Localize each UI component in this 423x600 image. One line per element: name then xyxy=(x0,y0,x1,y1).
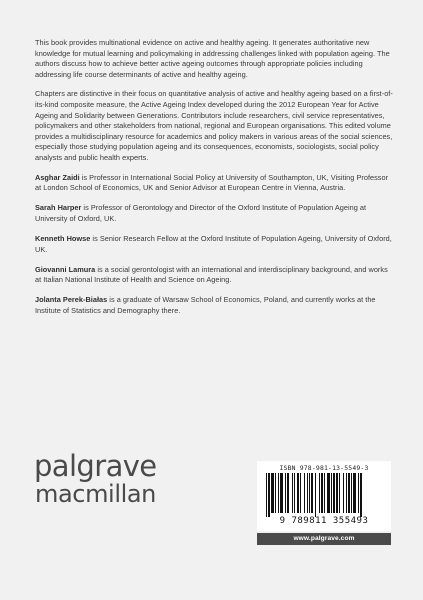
bio-name: Sarah Harper xyxy=(35,203,82,213)
bio-name: Jolanta Perek-Białas xyxy=(35,295,108,305)
barcode-bar xyxy=(331,473,332,513)
publisher-logo-line2: macmillan xyxy=(35,480,156,508)
bio-perek-bialas xyxy=(35,295,393,316)
barcode-bar xyxy=(280,473,283,513)
barcode-bar xyxy=(304,473,305,513)
bio-text: is a graduate of Warsaw School of Economics, Poland, and currently works at the Institute of Statistics and Demography there. xyxy=(35,295,376,315)
barcode-bar xyxy=(360,473,362,517)
bio-name: Giovanni Lamura xyxy=(35,264,96,274)
barcode-bar xyxy=(275,473,276,513)
barcode-bar xyxy=(358,473,359,513)
barcode-digits: 9 789811 355493 xyxy=(279,516,369,526)
barcode-bar xyxy=(297,473,299,513)
barcode-bar xyxy=(285,473,286,513)
back-cover-text xyxy=(35,38,393,326)
barcode-bar xyxy=(309,473,310,513)
blurb-paragraph-2: Chapters are distinctive in their focus on quantitative analysis of active and healthy ageing based on a first-of-its-kind composite measure, the Active Ageing Index developed during the 2012 European Year for Active Ageing and Solidarity between Generations. Contributors include researchers, civil service representatives, policymakers and other stakeholders from national, regional and European organisations. This edited volume provides a multidisciplinary resource for academics and policy makers in various areas of the social sciences, especially those studying population ageing and its consequences, economists, sociologists, social policy analysts and public health experts. xyxy=(35,89,393,162)
bio-zaidi xyxy=(35,173,393,194)
barcode-image xyxy=(266,473,382,517)
barcode-bar xyxy=(319,473,320,513)
barcode-bar xyxy=(336,473,338,513)
bio-text: is Professor in International Social Policy at University of Southampton, UK, Visiting Professor at London School of Economics, UK and Senior Advisor at European Centre in Vienna, Austria. xyxy=(35,172,389,193)
barcode-bar xyxy=(348,473,350,513)
barcode-bar xyxy=(271,473,274,513)
barcode-bar xyxy=(353,473,356,513)
bio-text: is a social gerontologist with an international and interdisciplinary background, and works at Italian National Institute of Health and Science on Ageing. xyxy=(35,264,388,285)
barcode-bar xyxy=(315,473,316,517)
barcode-bar xyxy=(266,473,267,517)
barcode-bar xyxy=(268,473,270,517)
barcode-bar xyxy=(339,473,340,513)
publisher-url: www.palgrave.com xyxy=(257,533,391,545)
barcode-bar xyxy=(307,473,308,513)
barcode-bar xyxy=(300,473,301,513)
barcode-bar xyxy=(351,473,352,513)
barcode-bar xyxy=(333,473,335,513)
isbn-label: ISBN 978-981-13-5549-3 xyxy=(279,464,369,472)
bio-lamura xyxy=(35,265,393,286)
bio-text: is Professor of Gerontology and Director of the Oxford Institute of Population Ageing at University of Oxford, UK. xyxy=(35,203,367,223)
bio-name: Kenneth Howse xyxy=(35,233,91,243)
barcode-bar xyxy=(324,473,325,513)
barcode-bar xyxy=(287,473,289,513)
bio-harper xyxy=(35,203,393,224)
barcode-bar xyxy=(346,473,347,513)
barcode-bar xyxy=(294,473,295,513)
publisher-logo-line1: palgrave xyxy=(34,449,157,483)
bio-name: Asghar Zaidi xyxy=(35,172,80,182)
barcode-bar xyxy=(278,473,279,513)
barcode-bar xyxy=(321,473,323,513)
barcode-bar xyxy=(327,473,330,513)
isbn-barcode-box xyxy=(257,461,391,531)
bio-howse xyxy=(35,234,393,255)
barcode-bar xyxy=(292,473,293,513)
publisher-logo xyxy=(34,451,157,507)
blurb-paragraph-1: This book provides multinational evidence on active and healthy ageing. It generates authoritative new knowledge for mutual learning and policymaking in addressing challenges linked with population ageing. The authors discuss how to achieve better active ageing outcomes through appropriate policies including addressing life course determinants of active and healthy ageing. xyxy=(35,38,390,79)
barcode-bar xyxy=(311,473,313,513)
barcode-bar xyxy=(343,473,344,513)
bio-text: is Senior Research Fellow at the Oxford Institute of Population Ageing, University of Oxford, UK. xyxy=(35,233,392,254)
